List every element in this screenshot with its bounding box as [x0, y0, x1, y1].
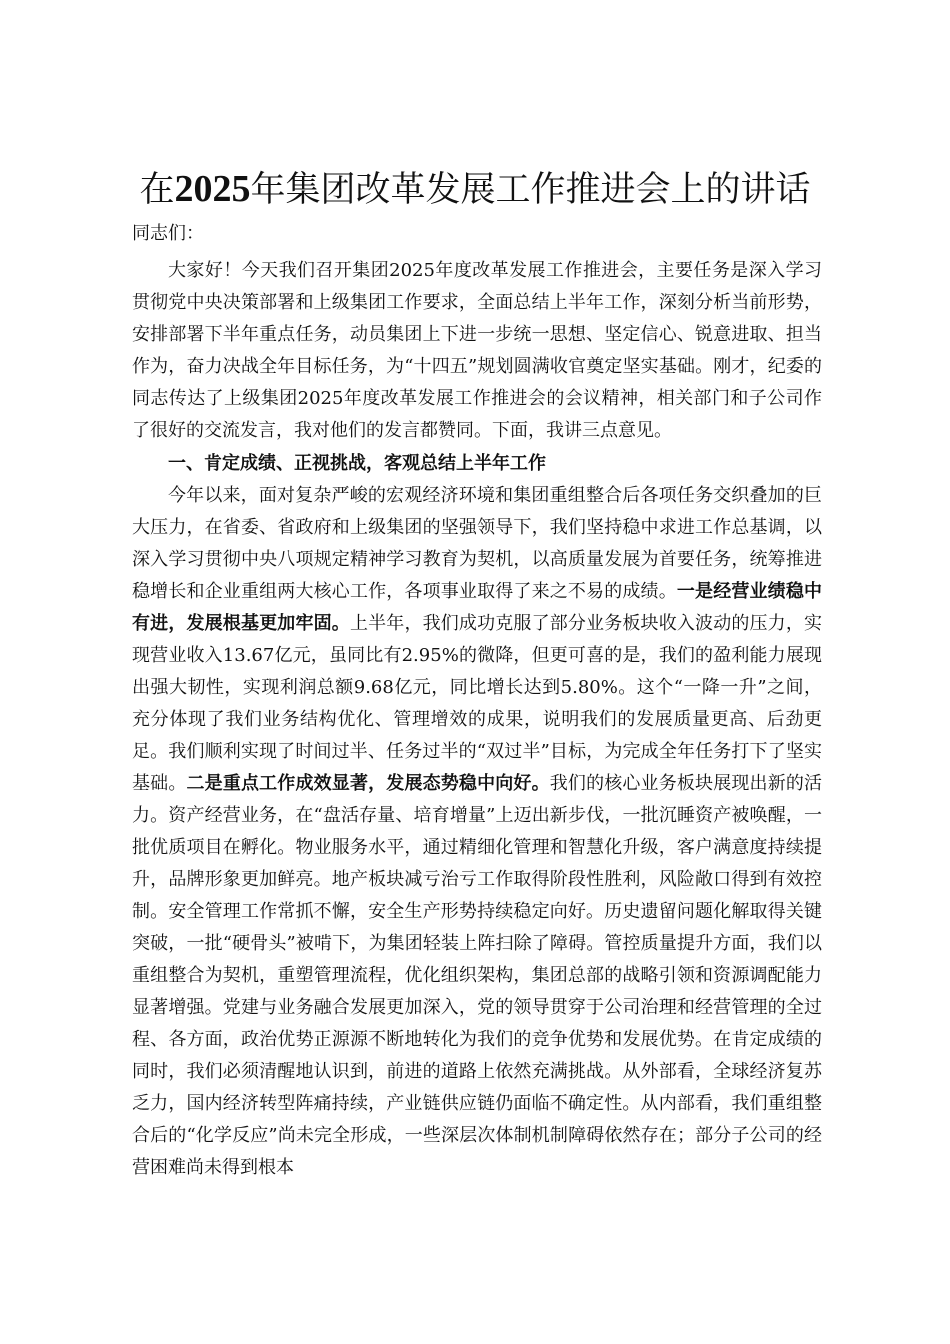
para2-point-1-text: 上半年，我们成功克服了部分业务板块收入波动的压力，实现营业收入13.67亿元，虽同比有2.95%的微降，但更可喜的是，我们的盈利能力展现出强大韧性，实现利润总额9.68亿元，同比增长达到5.80%。这个“一降一升”之间，充分体现了我们业务结构优化、管理增效的成果，说明我们的发展质量更高、后劲更足。我们顺利实现了时间过半、任务过半的“双过半”目标，为完成全年任务打下了坚实基础。: [132, 613, 823, 794]
opening-paragraph: 大家好！今天我们召开集团2025年度改革发展工作推进会，主要任务是深入学习贯彻党中央决策部署和上级集团工作要求，全面总结上半年工作，深刻分析当前形势，安排部署下半年重点任务，动员集团上下进一步统一思想、坚定信心、锐意进取、担当作为，奋力决战全年目标任务，为“十四五”规划圆满收官奠定坚实基础。刚才，纪委的同志传达了上级集团2025年度改革发展工作推进会的会议精神，相关部门和子公司作了很好的交流发言，我对他们的发言都赞同。下面，我讲三点意见。: [132, 260, 822, 441]
para2-point-2-text: 我们的核心业务板块展现出新的活力。资产经营业务，在“盘活存量、培育增量”上迈出新步伐，一批沉睡资产被唤醒，一批优质项目在孵化。物业服务水平，通过精细化管理和智慧化升级，客户满意度持续提升，品牌形象更加鲜亮。地产板块减亏治亏工作取得阶段性胜利，风险敞口得到有效控制。安全管理工作常抓不懈，安全生产形势持续稳定向好。历史遗留问题化解取得关键突破，一批“硬骨头”被啃下，为集团轻装上阵扫除了障碍。管控质量提升方面，我们以重组整合为契机，重塑管理流程，优化组织架构，集团总部的战略引领和资源调配能力显著增强。党建与业务融合发展更加深入，党的领导贯穿于公司治理和经营管理的全过程、各方面，政治优势正源源不断地转化为我们的竞争优势和发展优势。在肯定成绩的同时，我们必须清醒地认识到，前进的道路上依然充满挑战。从外部看，全球经济复苏乏力，国内经济转型阵痛持续，产业链供应链仍面临不确定性。从内部看，我们重组整合后的“化学反应”尚未完全形成，一些深层次体制机制障碍依然存在；部分子公司的经营困难尚未得到根本: [132, 773, 823, 1178]
title-year: 2025: [174, 168, 251, 210]
document-title: [0, 164, 950, 215]
title-prefix: 在: [139, 170, 175, 210]
para2-point-1-heading: 一是经营业绩稳中有进，发展根基更加牢固。: [132, 581, 823, 634]
para2-intro: 今年以来，面对复杂严峻的宏观经济环境和集团重组整合后各项任务交织叠加的巨大压力，在省委、省政府和上级集团的坚强领导下，我们坚持稳中求进工作总基调，以深入学习贯彻中央八项规定精神学习教育为契机，以高质量发展为首要任务，统筹推进稳增长和企业重组两大核心工作，各项事业取得了来之不易的成绩。: [132, 485, 822, 602]
salutation: 同志们：: [132, 223, 204, 244]
section-1-paragraph: [132, 480, 822, 1184]
section-heading-1: 一、肯定成绩、正视挑战，客观总结上半年工作: [168, 453, 546, 474]
title-suffix: 年集团改革发展工作推进会上的讲话: [250, 170, 811, 210]
para2-point-2-heading: 二是重点工作成效显著，发展态势稳中向好。: [186, 773, 550, 794]
